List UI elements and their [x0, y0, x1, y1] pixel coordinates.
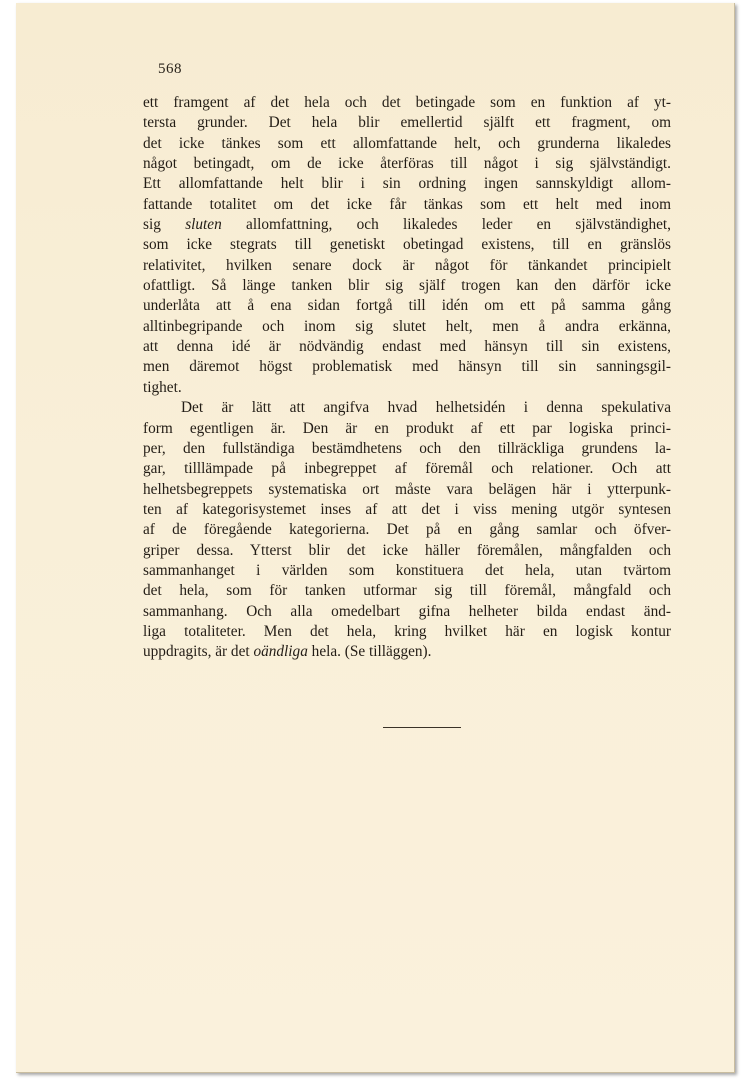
text-line: som icke stegrats till genetiskt obetingad existens, till en gränslös — [143, 236, 671, 254]
text-line: underlåta att å ena sidan fortgå till idén om ett på samma gång — [143, 297, 671, 315]
text-line: gar, tilllämpade på inbegreppet af föremål och relationer. Och att — [143, 460, 671, 478]
book-page — [16, 3, 735, 1073]
text-line: ett framgent af det hela och det betingade som en funktion af yt- — [143, 94, 671, 111]
text-line: fattande totalitet om det icke får tänkas som ett helt med inom — [143, 195, 671, 213]
text-segment: allomfattning, och likaledes leder en självständighet, — [221, 216, 671, 234]
text-line: det hela, som för tanken utformar sig till föremål, mångfald och — [143, 582, 671, 600]
text-line: af de föregående kategorierna. Det på en gång samlar och öfver- — [143, 521, 671, 539]
text-line: men däremot högst problematisk med hänsyn till sin sanningsgil- — [143, 358, 671, 376]
text-line: helhetsbegreppets systematiska ort måste vara belägen här i ytterpunk- — [143, 480, 671, 498]
text-line: ofattligt. Så länge tanken blir sig själf trogen kan den därför icke — [143, 277, 671, 295]
text-line: Ett allomfattande helt blir i sin ordning ingen sannskyldigt allom- — [143, 175, 671, 193]
text-line: ten af kategorisystemet inses af att det i viss mening utgör syntesen — [143, 500, 671, 518]
text-line: att denna idé är nödvändig endast med hänsyn till sin existens, — [143, 338, 671, 356]
text-segment: sig — [143, 216, 186, 234]
text-segment: hela. (Se tilläggen). — [307, 643, 432, 661]
body-text — [143, 93, 671, 663]
text-line: det icke tänkes som ett allomfattande helt, och grunderna likaledes — [143, 134, 671, 152]
section-end-rule — [383, 727, 461, 728]
text-line: Det är lätt att angifva hvad helhetsidén i denna spekulativa — [181, 399, 671, 417]
text-line: liga totaliteter. Men det hela, kring hvilket här en logisk kontur — [143, 622, 671, 640]
text-line: relativitet, hvilken senare dock är något för tänkandet principielt — [143, 256, 671, 274]
text-line: griper dessa. Ytterst blir det icke häller föremålen, mångfalden och — [143, 541, 671, 559]
text-segment: uppdragits, är det — [143, 643, 254, 661]
text-line: något betingadt, om de icke återföras till något i sig självständigt. — [143, 155, 671, 173]
text-line: form egentligen är. Den är en produkt af ett par logiska princi- — [143, 419, 671, 437]
italic-word: oändliga — [253, 643, 308, 661]
text-line: sammanhang. Och alla omedelbart gifna helheter bilda endast änd- — [143, 602, 671, 620]
text-line: tighet. — [143, 378, 182, 396]
text-line — [143, 215, 671, 235]
text-line: sammanhanget i världen som konstituera det hela, utan tvärtom — [143, 561, 671, 579]
text-line: per, den fullständiga bestämdhetens och den tillräckliga grundens la- — [143, 439, 671, 457]
paragraph-2 — [143, 398, 671, 662]
text-line: tersta grunder. Det hela blir emellertid själft ett fragment, om — [143, 114, 671, 132]
text-line — [143, 642, 671, 662]
text-line: alltinbegripande och inom sig slutet helt, men å andra erkänna, — [143, 317, 671, 335]
italic-word: sluten — [185, 216, 222, 234]
paragraph-1 — [143, 93, 671, 398]
page-number: 568 — [158, 61, 182, 77]
